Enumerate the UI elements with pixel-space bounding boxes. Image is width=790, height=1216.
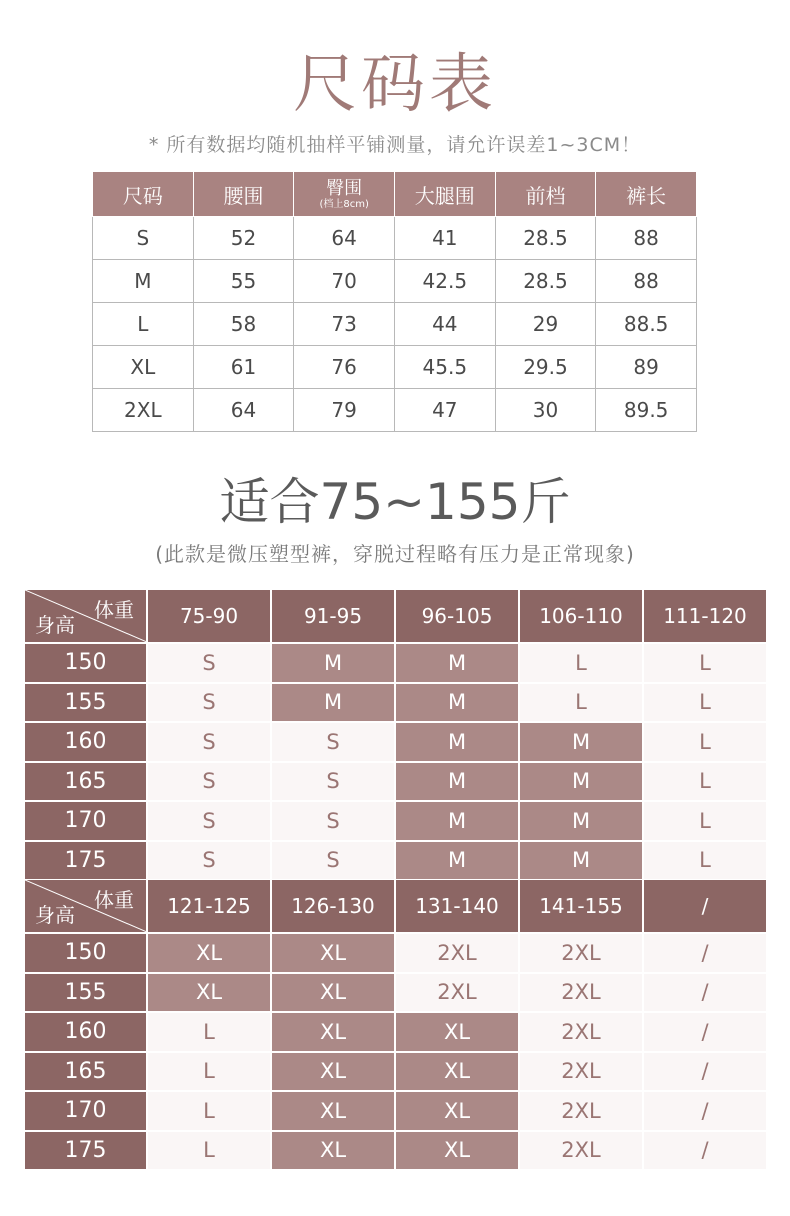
size-recommendation-cell: S (271, 801, 395, 841)
size-recommendation-cell: 2XL (519, 1091, 643, 1131)
size-recommendation-cell: 2XL (519, 973, 643, 1013)
size-header-cell: 腰围 (193, 172, 294, 217)
size-value-cell: 79 (294, 389, 395, 432)
fit-row (25, 933, 767, 973)
size-recommendation-cell: XL (271, 1052, 395, 1092)
size-recommendation-cell: S (271, 722, 395, 762)
size-recommendation-cell: L (147, 1052, 271, 1092)
size-value-cell: 30 (495, 389, 596, 432)
size-recommendation-cell: XL (271, 973, 395, 1013)
size-recommendation-cell: S (147, 762, 271, 802)
size-recommendation-cell: XL (395, 1012, 519, 1052)
size-value-cell: 45.5 (394, 346, 495, 389)
size-recommendation-cell: L (519, 683, 643, 723)
fit-row (25, 643, 767, 683)
height-cell: 155 (25, 973, 147, 1013)
size-header-cell: 裤长 (596, 172, 697, 217)
weight-range-header: / (643, 880, 767, 933)
fit-row (25, 722, 767, 762)
weight-range-header: 91-95 (271, 590, 395, 643)
size-recommendation-cell: 2XL (519, 1052, 643, 1092)
size-recommendation-cell: L (147, 1012, 271, 1052)
size-recommendation-cell: L (147, 1091, 271, 1131)
fit-row (25, 683, 767, 723)
size-recommendation-cell: / (643, 1091, 767, 1131)
size-recommendation-cell: XL (271, 1131, 395, 1170)
size-value-cell: 44 (394, 303, 495, 346)
size-recommendation-cell: XL (395, 1131, 519, 1170)
size-recommendation-cell: XL (395, 1052, 519, 1092)
size-value-cell: 76 (294, 346, 395, 389)
size-table-row (93, 346, 697, 389)
size-value-cell: 58 (193, 303, 294, 346)
size-recommendation-cell: M (519, 841, 643, 880)
size-recommendation-cell: M (395, 683, 519, 723)
size-recommendation-cell: / (643, 1052, 767, 1092)
weight-range-header: 106-110 (519, 590, 643, 643)
fit-header-row (25, 880, 767, 933)
size-recommendation-cell: XL (147, 933, 271, 973)
size-recommendation-cell: XL (271, 933, 395, 973)
size-label-cell: M (93, 260, 194, 303)
size-table (92, 171, 697, 432)
height-cell: 175 (25, 1131, 147, 1170)
size-recommendation-cell: XL (271, 1012, 395, 1052)
size-value-cell: 52 (193, 217, 294, 260)
size-value-cell: 29 (495, 303, 596, 346)
corner-weight-label: 体重 (94, 888, 134, 912)
height-cell: 160 (25, 722, 147, 762)
fit-row (25, 762, 767, 802)
size-recommendation-cell: M (395, 801, 519, 841)
size-table-header (93, 172, 697, 217)
size-value-cell: 64 (193, 389, 294, 432)
size-recommendation-cell: S (147, 683, 271, 723)
size-recommendation-cell: / (643, 933, 767, 973)
size-value-cell: 73 (294, 303, 395, 346)
size-table-row (93, 260, 697, 303)
height-cell: 175 (25, 841, 147, 880)
corner-weight-label: 体重 (94, 598, 134, 622)
size-recommendation-cell: / (643, 1012, 767, 1052)
size-label-cell: XL (93, 346, 194, 389)
size-recommendation-cell: M (271, 643, 395, 683)
size-recommendation-cell: S (147, 841, 271, 880)
size-recommendation-cell: M (519, 762, 643, 802)
fit-note: (此款是微压塑型裤，穿脱过程略有压力是正常现象) (155, 542, 635, 566)
height-cell: 165 (25, 1052, 147, 1092)
size-value-cell: 61 (193, 346, 294, 389)
size-header-cell (294, 172, 395, 217)
height-cell: 170 (25, 1091, 147, 1131)
size-header-cell: 前档 (495, 172, 596, 217)
fit-row (25, 1131, 767, 1170)
size-value-cell: 28.5 (495, 260, 596, 303)
size-recommendation-cell: M (395, 643, 519, 683)
fit-corner-cell (25, 590, 147, 643)
fit-row (25, 973, 767, 1013)
size-recommendation-cell: XL (395, 1091, 519, 1131)
size-recommendation-cell: L (519, 643, 643, 683)
size-recommendation-cell: 2XL (519, 933, 643, 973)
weight-range-header: 75-90 (147, 590, 271, 643)
weight-range-header: 121-125 (147, 880, 271, 933)
size-recommendation-cell: L (643, 762, 767, 802)
fit-row (25, 1052, 767, 1092)
size-recommendation-cell: L (643, 801, 767, 841)
height-cell: 165 (25, 762, 147, 802)
fit-row (25, 1012, 767, 1052)
size-recommendation-cell: S (147, 643, 271, 683)
size-header-hip: 臀围 (326, 178, 363, 199)
size-value-cell: 88 (596, 217, 697, 260)
size-recommendation-cell: 2XL (519, 1131, 643, 1170)
size-recommendation-cell: L (643, 722, 767, 762)
size-recommendation-cell: M (519, 801, 643, 841)
size-recommendation-cell: L (643, 643, 767, 683)
size-recommendation-cell: L (147, 1131, 271, 1170)
height-cell: 150 (25, 933, 147, 973)
weight-range-header: 141-155 (519, 880, 643, 933)
size-value-cell: 88 (596, 260, 697, 303)
weight-range-header: 131-140 (395, 880, 519, 933)
height-cell: 155 (25, 683, 147, 723)
weight-range-header: 96-105 (395, 590, 519, 643)
size-recommendation-cell: XL (271, 1091, 395, 1131)
weight-range-header: 126-130 (271, 880, 395, 933)
size-value-cell: 47 (394, 389, 495, 432)
corner-height-label: 身高 (35, 903, 75, 927)
height-cell: 160 (25, 1012, 147, 1052)
size-value-cell: 41 (394, 217, 495, 260)
size-recommendation-cell: / (643, 1131, 767, 1170)
fit-row (25, 841, 767, 880)
fit-corner-cell (25, 880, 147, 933)
size-recommendation-cell: S (271, 762, 395, 802)
size-table-row (93, 217, 697, 260)
size-recommendation-cell: XL (147, 973, 271, 1013)
size-recommendation-cell: S (147, 722, 271, 762)
size-label-cell: L (93, 303, 194, 346)
weight-range-header: 111-120 (643, 590, 767, 643)
size-value-cell: 89 (596, 346, 697, 389)
fit-table-1 (25, 590, 768, 879)
fit-table-2 (25, 880, 768, 1169)
size-recommendation-cell: 2XL (395, 933, 519, 973)
height-cell: 170 (25, 801, 147, 841)
size-table-row (93, 389, 697, 432)
size-recommendation-cell: L (643, 683, 767, 723)
corner-height-label: 身高 (35, 613, 75, 637)
size-value-cell: 64 (294, 217, 395, 260)
measurement-note: * 所有数据均随机抽样平铺测量，请允许误差1~3CM！ (148, 134, 642, 156)
fit-row (25, 801, 767, 841)
size-label-cell: 2XL (93, 389, 194, 432)
size-header-hip-note: (档上8cm) (319, 199, 369, 210)
fit-row (25, 1091, 767, 1131)
size-value-cell: 70 (294, 260, 395, 303)
height-cell: 150 (25, 643, 147, 683)
size-value-cell: 89.5 (596, 389, 697, 432)
size-recommendation-cell: S (271, 841, 395, 880)
size-value-cell: 29.5 (495, 346, 596, 389)
fit-title: 适合75~155斤 (219, 473, 571, 531)
size-recommendation-cell: M (519, 722, 643, 762)
size-label-cell: S (93, 217, 194, 260)
page-title: 尺码表 (293, 48, 497, 122)
size-recommendation-cell: L (643, 841, 767, 880)
size-recommendation-cell: M (271, 683, 395, 723)
size-header-cell: 大腿围 (394, 172, 495, 217)
size-recommendation-cell: / (643, 973, 767, 1013)
fit-header-row (25, 590, 767, 643)
size-recommendation-cell: S (147, 801, 271, 841)
size-value-cell: 55 (193, 260, 294, 303)
size-value-cell: 88.5 (596, 303, 697, 346)
size-value-cell: 42.5 (394, 260, 495, 303)
size-table-row (93, 303, 697, 346)
size-recommendation-cell: M (395, 722, 519, 762)
size-recommendation-cell: M (395, 841, 519, 880)
size-value-cell: 28.5 (495, 217, 596, 260)
size-recommendation-cell: M (395, 762, 519, 802)
size-recommendation-cell: 2XL (395, 973, 519, 1013)
size-recommendation-cell: 2XL (519, 1012, 643, 1052)
size-header-cell: 尺码 (93, 172, 194, 217)
